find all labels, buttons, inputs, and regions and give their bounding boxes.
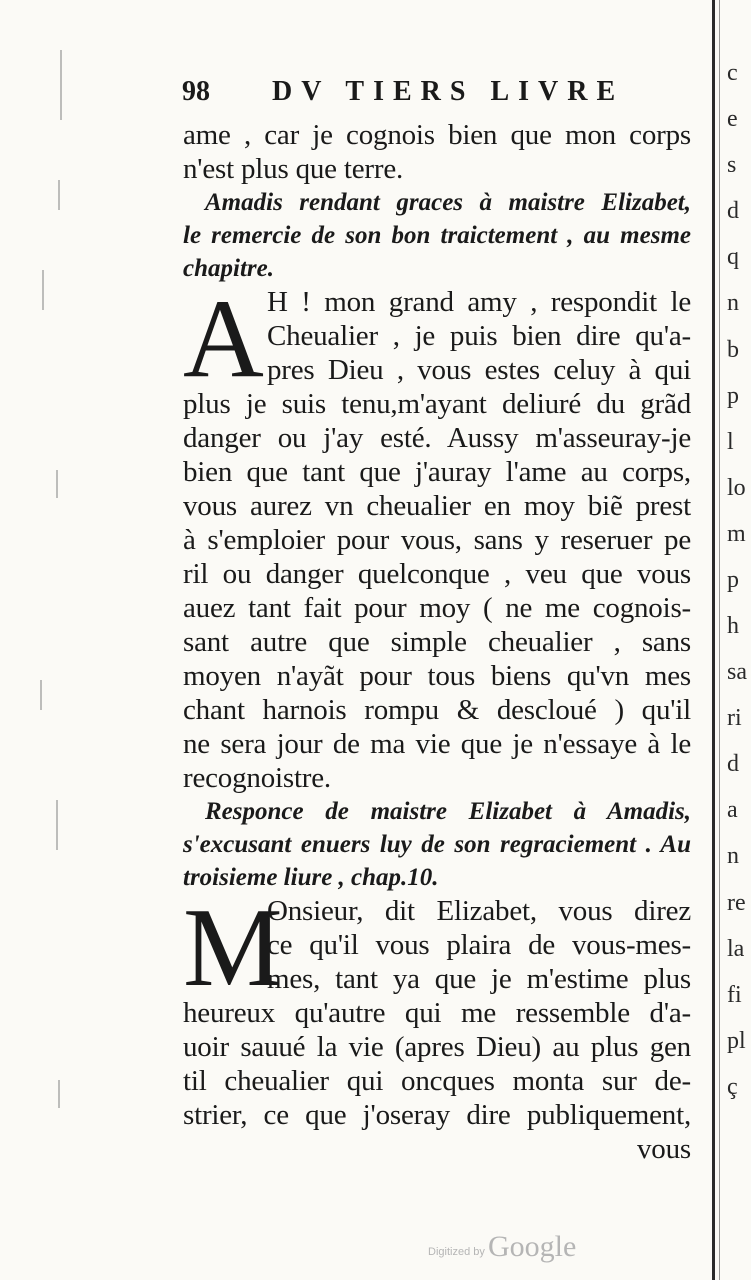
next-page-fragment: p <box>727 383 739 409</box>
text-line: moyen n'ayãt pour tous biens qu'vn mes <box>183 660 691 692</box>
next-page-fragment: fi <box>727 982 742 1008</box>
page-number: 98 <box>182 76 210 107</box>
text-line: ce qu'il vous plaira de vous-mes- <box>267 929 691 961</box>
next-page-fragment: ri <box>727 705 742 731</box>
text-line: Onsieur, dit Elizabet, vous direz <box>267 895 691 927</box>
next-page-fragment: re <box>727 890 746 916</box>
digitized-watermark <box>428 1230 588 1268</box>
text-line: heureux qu'autre qui me ressemble d'a- <box>183 997 691 1029</box>
next-page-fragment: lo <box>727 475 746 501</box>
running-head: DV TIERS LIVRE <box>272 76 625 107</box>
text-line: Cheualier , je puis bien dire qu'a- <box>267 320 691 352</box>
next-page-fragment: n <box>727 843 739 869</box>
text-line: ame , car je cognois bien que mon corps <box>183 119 691 151</box>
text-line: uoir sauué la vie (apres Dieu) au plus gen <box>183 1031 691 1063</box>
left-margin-bleed <box>38 40 78 1240</box>
next-page-fragment: m <box>727 521 746 547</box>
drop-cap-initial: A <box>183 277 264 401</box>
watermark-brand: Google <box>488 1230 577 1263</box>
next-page-fragment: la <box>727 936 745 962</box>
next-page-fragment: p <box>727 567 739 593</box>
text-line: pres Dieu , vous estes celuy à qui <box>267 354 691 386</box>
next-page-fragment: h <box>727 613 739 639</box>
next-page-fragment: e <box>727 106 738 132</box>
text-line: à s'emploier pour vous, sans y reseruer pe <box>183 524 691 556</box>
next-page-fragment: c <box>727 60 738 86</box>
page-gutter-edge <box>712 0 715 1280</box>
text-line: sant autre que simple cheualier , sans <box>183 626 691 658</box>
paragraph-1 <box>183 277 691 795</box>
text-line: auez tant fait pour moy ( ne me cognois- <box>183 592 691 624</box>
text-line: strier, ce que j'oseray dire publiquement, <box>183 1099 691 1131</box>
heading-line: Amadis rendant graces à maistre Elizabet, <box>205 189 691 216</box>
drop-cap-initial: M <box>183 886 283 1010</box>
next-page-fragment: s <box>727 152 737 178</box>
next-page-fragment: l <box>727 429 734 455</box>
page-header <box>182 76 682 116</box>
next-page-bleed <box>725 60 751 1160</box>
next-page-fragment: b <box>727 337 739 363</box>
paragraph-2 <box>183 886 691 1166</box>
text-line: recognoistre. <box>183 762 331 794</box>
next-page-fragment: a <box>727 797 738 823</box>
text-line: til cheualier qui oncques monta sur de- <box>183 1065 691 1097</box>
text-line: ne sera jour de ma vie que je n'essaye à le <box>183 728 691 760</box>
section-heading-2 <box>183 795 691 894</box>
text-line: mes, tant ya que je m'estime plus <box>267 963 691 995</box>
page-gutter-edge-thin <box>719 0 720 1280</box>
next-page-fragment: n <box>727 290 739 316</box>
heading-line: troisieme liure , chap.10. <box>183 864 439 891</box>
catchword: vous <box>637 1133 691 1165</box>
heading-line: Responce de maistre Elizabet à Amadis, <box>205 798 691 825</box>
text-line: H ! mon grand amy , respondit le <box>267 286 691 318</box>
section-heading-1 <box>183 186 691 285</box>
next-page-fragment: pl <box>727 1028 746 1054</box>
heading-line: le remercie de son bon traictement , au mesme <box>183 222 691 249</box>
watermark-prefix: Digitized by <box>428 1246 485 1258</box>
body-text <box>183 118 691 1166</box>
text-line: vous aurez vn cheualier en moy biẽ prest <box>183 490 691 522</box>
text-line: danger ou j'ay esté. Aussy m'asseuray-je <box>183 422 691 454</box>
text-line: bien que tant que j'auray l'ame au corps, <box>183 456 691 488</box>
next-page-fragment: sa <box>727 659 747 685</box>
heading-line: s'excusant enuers luy de son regraciement . Au <box>183 831 691 858</box>
next-page-fragment: d <box>727 751 739 777</box>
next-page-fragment: q <box>727 244 739 270</box>
next-page-fragment: ç <box>727 1074 738 1100</box>
next-page-fragment: d <box>727 198 739 224</box>
text-line: ril ou danger quelconque , veu que vous <box>183 558 691 590</box>
text-line: n'est plus que terre. <box>183 153 404 185</box>
text-line: plus je suis tenu,m'ayant deliuré du grãd <box>183 388 691 420</box>
heading-line: chapitre. <box>183 255 274 282</box>
text-line: chant harnois rompu & descloué ) qu'il <box>183 694 691 726</box>
